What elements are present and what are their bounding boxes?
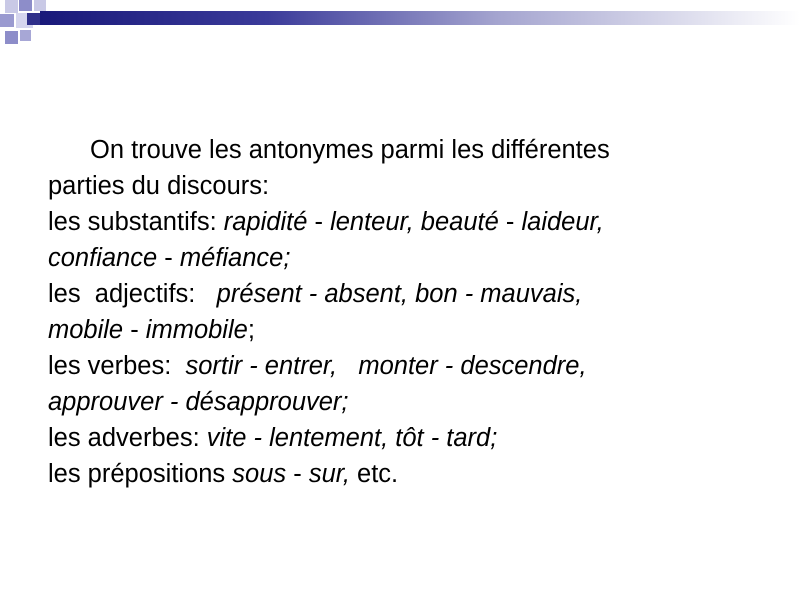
text-segment: les verbes: <box>48 352 186 380</box>
text-segment: les prépositions <box>48 460 233 488</box>
text-segment: - <box>286 460 309 488</box>
text-segment: etc. <box>349 460 399 488</box>
text-segment: - <box>157 244 180 272</box>
text-line <box>48 168 768 204</box>
text-segment: On trouve les antonymes parmi les différentes <box>90 136 610 164</box>
example-word: sur, <box>308 460 350 488</box>
text-line <box>48 240 768 276</box>
text-segment: parties du discours: <box>48 172 270 200</box>
text-line <box>48 456 768 492</box>
text-segment: - <box>123 316 146 344</box>
example-word: mobile <box>48 316 124 344</box>
decorative-square <box>5 0 18 13</box>
decorative-square <box>34 0 46 11</box>
example-word: vite - lentement, tôt - tard; <box>206 424 498 452</box>
example-word: immobile <box>145 316 248 344</box>
example-word: laideur, <box>521 208 604 236</box>
example-word: confiance <box>48 244 158 272</box>
text-segment: les substantifs: <box>48 208 224 236</box>
text-line <box>48 312 768 348</box>
decorative-square <box>19 0 32 11</box>
decorative-square <box>5 31 18 44</box>
decorative-square <box>27 13 40 25</box>
text-segment: les adjectifs: <box>48 280 217 308</box>
header-gradient-band <box>40 11 800 25</box>
example-word: sortir - entrer, monter - descendre, <box>185 352 587 380</box>
example-word: présent - absent, bon - mauvais, <box>216 280 583 308</box>
text-segment: les adverbes: <box>48 424 207 452</box>
text-line <box>48 420 768 456</box>
example-word: sous <box>232 460 287 488</box>
example-word: approuver - désapprouver; <box>48 388 349 416</box>
text-segment: ; <box>247 316 255 344</box>
example-word: rapidité <box>223 208 308 236</box>
text-segment: - <box>498 208 522 236</box>
decorative-square <box>0 14 14 27</box>
text-line <box>48 276 768 312</box>
slide-body-text <box>48 132 768 492</box>
text-line <box>48 348 768 384</box>
text-segment: - <box>307 208 331 236</box>
example-word: lenteur, beauté <box>330 208 499 236</box>
text-line <box>48 132 768 168</box>
text-line <box>48 384 768 420</box>
text-line <box>48 204 768 240</box>
decorative-square <box>20 30 31 41</box>
example-word: méfiance; <box>179 244 291 272</box>
